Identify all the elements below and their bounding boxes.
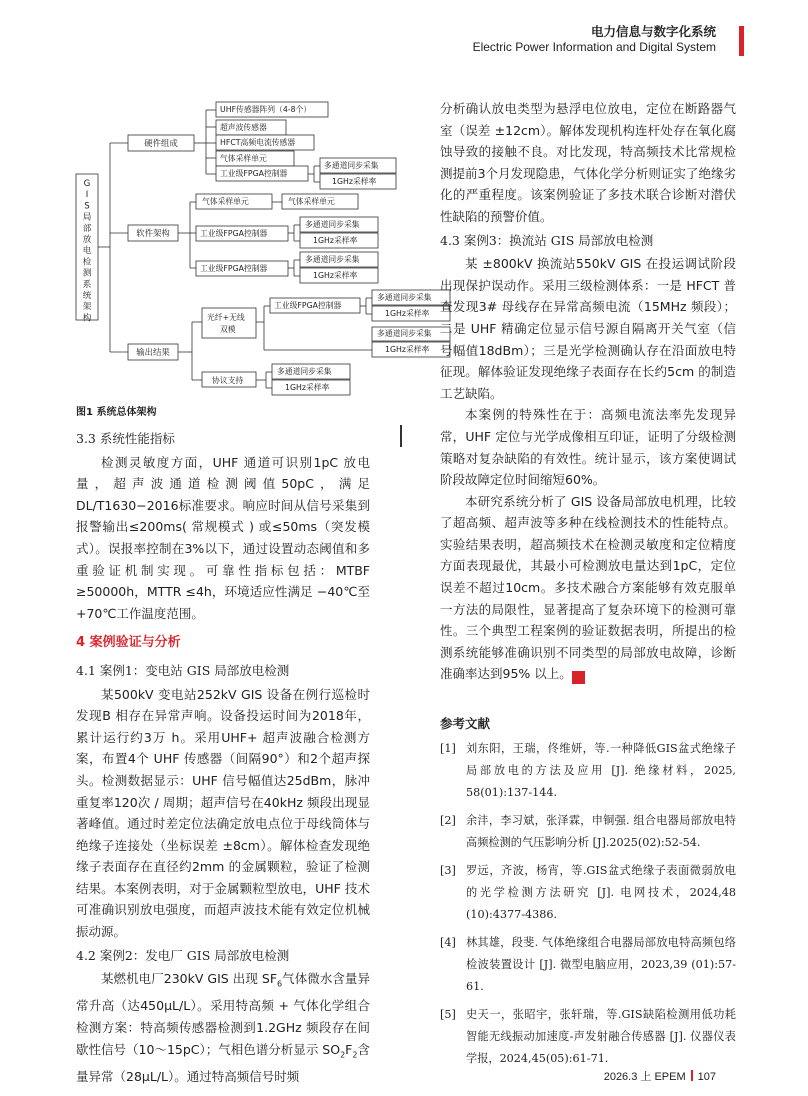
reference-item <box>440 932 736 998</box>
right-column <box>440 98 736 685</box>
left-column <box>76 426 370 1087</box>
node-sw-rate1: 1GHz采样率 <box>313 236 358 245</box>
end-mark-icon: ★ <box>572 671 585 684</box>
reference-text: 刘东阳，王瑞，佟维妍，等.一种降低GIS盆式绝缘子局部放电的方法及应用 [J]. 绝缘材料，2025, 58(01):137-144. <box>466 742 736 799</box>
node-out-multi2: 多通道同步采集 <box>377 329 432 338</box>
node-sw-gas2: 气体采样单元 <box>288 197 335 206</box>
paragraph-case1: 某500kV 变电站252kV GIS 设备在例行巡检时发现B 相存在异常声响。设备投运时间为2018年，累计运行约3万 h。采用UHF+ 超声波融合检测方案，布置4个 UHF 传感器（间隔90°）和2个超声探头。检测数据显示：UHF 信号幅值达25dBm，脉冲重复率120次 / 周期；超声信号在40kHz 频段出现显著峰值。通过时差定位法确定放电点位于母线筒体与绝缘子连接处（坐标误差 ±8cm）。解体检查发现绝缘子表面存在直径约2mm 的金属颗粒，验证了检测结果。本案例表明，对于金属颗粒型放电，UHF 技术可准确识别放电强度，而超声波技术能有效定位机械振动源。 <box>76 686 370 940</box>
page-footer <box>604 1068 716 1084</box>
figure-caption: 图1 系统总体架构 <box>76 407 157 418</box>
node-hw-rate: 1GHz采样率 <box>332 177 377 186</box>
node-sw-gas: 气体采样单元 <box>202 197 249 206</box>
node-hw-ultra: 超声波传感器 <box>220 123 267 132</box>
node-out-multi1: 多通道同步采集 <box>377 293 432 302</box>
node-sw-multi1: 多通道同步采集 <box>305 220 360 229</box>
reference-number: [2] <box>440 814 456 827</box>
journal-title-en: Electric Power Information and Digital System <box>472 40 716 54</box>
column-divider <box>400 425 402 447</box>
paragraph-case2: 某燃机电厂230kV GIS 出现 $SF_6$气体微水含量异常升高（达450μL/L）。采用特高频 + 气体化学组合检测方案：特高频传感器检测到1.2GHz 频段存在间歇性信号（10～15pC）；气相色谱分析显示 $SO_2F_2$含量异常（28μL/L）。通过特高频信号时频 <box>76 971 370 1084</box>
reference-number: [3] <box>440 864 456 877</box>
footer-issue: 2026.3 上 EPEM <box>603 1071 686 1083</box>
reference-text: 林其雄，段斐. 气体绝缘组合电器局部放电特高频包络检波装置设计 [J]. 微型电脑应用，2023,39 (01):57-61. <box>466 936 736 993</box>
journal-title-cn: 电力信息与数字化系统 <box>590 24 716 39</box>
reference-text: 余沣，李习斌，张泽霖，申铜强. 组合电器局部放电特高频检测的气压影响分析 [J].2025(02):52-54. <box>466 814 736 849</box>
paragraph-case3: 某 ±800kV 换流站550kV GIS 在投运调试阶段出现保护误动作。采用三级检测体系：一是 HFCT 普查发现3# 母线存在异常高频电流（15MHz 频段）；二是 UHF 精确定位显示信号源自隔离开关气室（信号幅值18dBm）；三是光学检测确认存在沿面放电特征现。解体验证发现绝缘子表面存在长约5cm 的制造工艺缺陷。 <box>440 256 736 401</box>
section-3-3-title: 3.3 系统性能指标 <box>76 431 175 446</box>
node-hw-uhf: UHF传感器阵列（4-8个） <box>220 105 312 114</box>
reference-number: [1] <box>440 742 456 755</box>
node-sw-rate2: 1GHz采样率 <box>313 271 358 280</box>
node-hw-multi: 多通道同步采集 <box>324 161 379 170</box>
header-accent-bar <box>739 26 744 56</box>
section-4-1-title: 4.1 案例1：变电站 GIS 局部放电检测 <box>76 662 290 678</box>
node-out-rate3: 1GHz采样率 <box>285 383 330 392</box>
reference-text: 罗远，齐波，杨宵，等.GIS盆式绝缘子表面微弱放电的光学检测方法研究 [J]. 电网技术，2024,48 (10):4377-4386. <box>466 864 736 921</box>
node-sw-fpga1: 工业级FPGA控制器 <box>200 229 268 238</box>
node-out-rate2: 1GHz采样率 <box>385 345 430 354</box>
reference-item <box>440 860 736 926</box>
node-out-multi3: 多通道同步采集 <box>277 367 332 376</box>
reference-item <box>440 1004 736 1070</box>
page-number: 107 <box>697 1071 716 1083</box>
paragraph-case2-cont: 分析确认放电类型为悬浮电位放电，定位在断路器气室（误差 ±12cm）。解体发现机构连杆处存在氧化腐蚀导致的接触不良。对比发现，特高频技术比常规检测提前3个月发现隐患，气体化学分析则证实了绝缘劣化的严重程度。该案例验证了多技术联合诊断对潜伏性缺陷的预警价值。 <box>440 101 736 224</box>
paragraph-conclusion: 本研究系统分析了 GIS 设备局部放电机理，比较了超高频、超声波等多种在线检测技术的性能特点。实验结果表明，超高频技术在检测灵敏度和定位精度方面表现最优，其最小可检测放电量达到1pC，定位误差不超过10cm。多技术融合方案能够有效克服单一方法的局限性，显著提高了复杂环境下的检测可靠性。三个典型工程案例的验证数据表明，所提出的检测系统能够准确识别不同类型的局部放电故障，诊断准确率达到95% 以上。 ★ <box>440 493 736 684</box>
reference-item <box>440 738 736 804</box>
reference-number: [4] <box>440 936 456 949</box>
section-4-2-title: 4.2 案例2：发电厂 GIS 局部放电检测 <box>76 947 290 963</box>
node-software: 软件架构 <box>136 228 170 238</box>
section-4-3-title: 4.3 案例3：换流站 GIS 局部放电检测 <box>440 232 654 248</box>
paragraph-case3-summary: 本案例的特殊性在于：高频电流法率先发现异常，UHF 定位与光学成像相互印证，证明了分级检测策略对复杂缺陷的有效性。统计显示，该方案使调试阶段故障定位时间缩短60%。 <box>440 407 736 488</box>
node-output: 输出结果 <box>136 347 170 357</box>
references-title: 参考文献 <box>440 716 491 731</box>
node-out-rate1: 1GHz采样率 <box>385 309 430 318</box>
node-hardware: 硬件组成 <box>144 138 178 148</box>
section-4-title: 4 案例验证与分析 <box>76 635 181 651</box>
reference-item <box>440 810 736 854</box>
node-hw-gas: 气体采样单元 <box>220 154 267 163</box>
node-out-proto: 协议支持 <box>212 376 244 385</box>
node-out-fiber: 光纤+无线双模 <box>207 313 245 334</box>
node-root: G I S 局部放电检测系统架构 <box>82 179 92 324</box>
paragraph-performance: 检测灵敏度方面，UHF 通道可识别1pC 放电量，超声波通道检测阈值50pC，满足 DL/T1630−2016标准要求。响应时间从信号采集到报警输出≤200ms( 常规模式 ) 或≤50ms（突发模式）。误报率控制在3%以下，通过设置动态阈值和多重验证机制实现。可靠性指标包括：MTBF ≥50000h，MTTR ≤4h，环境适应性满足 −40℃至 +70℃工作温度范围。 <box>76 454 370 621</box>
architecture-diagram <box>70 96 470 396</box>
reference-number: [5] <box>440 1008 456 1021</box>
node-hw-fpga: 工业级FPGA控制器 <box>220 169 288 178</box>
node-out-fpga: 工业级FPGA控制器 <box>274 301 342 310</box>
footer-bar <box>691 1070 693 1081</box>
node-sw-multi2: 多通道同步采集 <box>305 255 360 264</box>
node-sw-fpga2: 工业级FPGA控制器 <box>200 264 268 273</box>
reference-list <box>440 738 736 1076</box>
node-hw-hfct: HFCT高频电流传感器 <box>220 138 296 147</box>
reference-text: 史天一，张昭宇，张轩瑞，等.GIS缺陷检测用低功耗智能无线振动加速度-声发射融合传感器 [J]. 仪器仪表学报，2024,45(05):61-71. <box>466 1008 736 1065</box>
